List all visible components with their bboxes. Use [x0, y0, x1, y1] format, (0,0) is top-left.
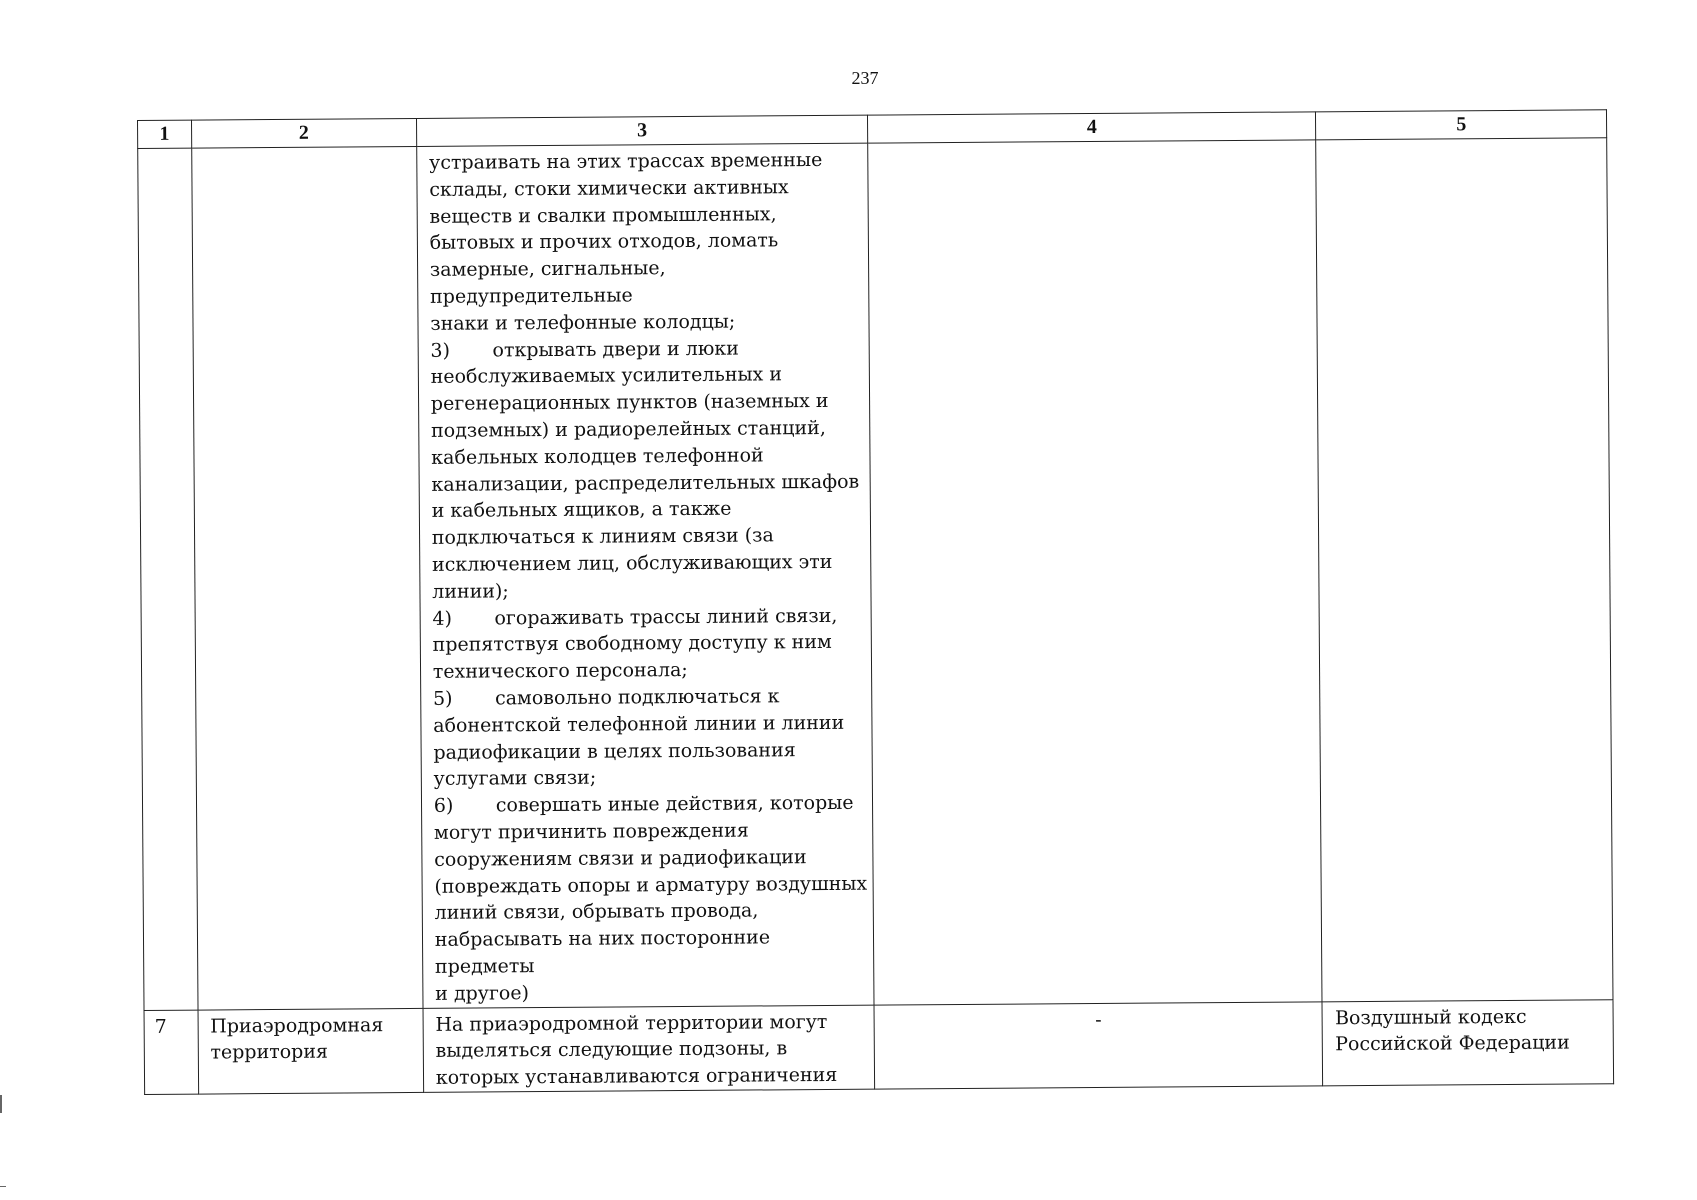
scan-margin-tick	[0, 1186, 6, 1187]
cell-zone-restrictions	[423, 1005, 875, 1093]
table-row-7	[144, 999, 1614, 1094]
zone-name	[198, 1008, 423, 1066]
row-number: 7	[154, 1015, 167, 1038]
text-line: услугами связи;	[433, 766, 597, 791]
text-line: подземных) и радиорелейных станций,	[430, 416, 826, 442]
text-line: устраивать на этих трассах временные	[429, 148, 823, 174]
text-line: препятствуя свободному доступу к ним	[432, 631, 832, 657]
page-number: 237	[851, 68, 879, 88]
text-line: знаки и телефонные колодцы;	[430, 310, 736, 335]
text-line: линии);	[432, 580, 509, 603]
cell-zone-name	[198, 1008, 424, 1094]
text-line: бытовых и прочих отходов, ломать	[429, 229, 779, 255]
text-line: Приаэродромная	[210, 1013, 384, 1037]
table-row-continued	[138, 138, 1613, 1010]
text-line: регенерационных пунктов (наземных и	[430, 390, 829, 416]
cell-zone-name-empty	[191, 146, 422, 1009]
text-line: исключением лиц, обслуживающих эти	[431, 550, 833, 576]
text-line: веществ и свалки промышленных,	[429, 202, 777, 228]
list-number: 4)	[432, 607, 453, 630]
list-item-text: открывать двери и люки	[492, 337, 739, 361]
text-line: и другое)	[435, 981, 530, 1005]
list-item-3	[430, 334, 865, 364]
text-line: технического персонала;	[432, 659, 688, 683]
text-line: набрасывать на них посторонние предметы	[434, 926, 771, 978]
cell-legal-basis	[1322, 999, 1613, 1086]
text-line: сооружениям связи и радиофикации	[434, 845, 807, 871]
header-col-5: 5	[1316, 110, 1607, 140]
text-line: и кабельных ящиков, а также	[431, 498, 732, 523]
text-line: могут причинить повреждения	[433, 819, 749, 844]
text-line: подключаться к линиям связи (за	[431, 524, 774, 550]
text-line: Российской Федерации	[1335, 1031, 1570, 1056]
document-table	[137, 109, 1614, 1095]
text-line: замерные, сигнальные, предупредительные	[429, 257, 666, 308]
text-line: которых устанавливаются ограничения	[435, 1063, 838, 1089]
list-item-text: огораживать трассы линий связи,	[494, 604, 838, 629]
legal-basis	[1323, 1000, 1613, 1059]
cell-col4-dash	[874, 1001, 1323, 1089]
cell-col4-empty	[868, 140, 1323, 1005]
cell-col5-empty	[1316, 138, 1613, 1002]
cell-row-number	[144, 1010, 198, 1095]
text-line: выделяться следующие подзоны, в	[435, 1037, 788, 1063]
text-line: необслуживаемых усилительных и	[430, 363, 783, 389]
text-line: кабельных колодцев телефонной	[431, 444, 764, 469]
list-number: 3)	[430, 339, 451, 362]
text-line: склады, стоки химически активных	[429, 176, 789, 201]
cell-number-empty	[138, 148, 198, 1010]
header-col-3: 3	[416, 115, 868, 146]
list-item-text: самовольно подключаться к	[494, 685, 780, 710]
text-line: (повреждать опоры и арматуру воздушных	[434, 872, 868, 898]
text-line: канализации, распределительных шкафов	[431, 470, 860, 496]
scan-margin-mark	[0, 1095, 6, 1113]
text-line: территория	[210, 1040, 329, 1064]
text-line: абонентской телефонной линии и линии	[433, 711, 845, 737]
text-line: Воздушный кодекс	[1334, 1005, 1527, 1029]
list-item-6	[434, 790, 869, 820]
list-item-4	[432, 602, 867, 632]
cell-restrictions-text	[416, 143, 874, 1008]
text-line: На приаэродромной территории могут	[435, 1010, 828, 1036]
text-line: линий связи, обрывать провода,	[434, 899, 759, 925]
list-item-text: совершать иные действия, которые	[495, 791, 854, 817]
list-number: 5)	[432, 687, 453, 710]
text-line: радиофикации в целях пользования	[433, 738, 796, 764]
dash-value: -	[1095, 1008, 1102, 1031]
header-col-2: 2	[191, 118, 416, 148]
zone-restrictions	[423, 1005, 874, 1092]
header-col-4: 4	[868, 112, 1316, 143]
list-number: 6)	[433, 794, 454, 817]
restrictions-paragraph	[417, 144, 874, 1008]
list-item-5	[433, 683, 868, 713]
header-col-1: 1	[138, 120, 192, 148]
